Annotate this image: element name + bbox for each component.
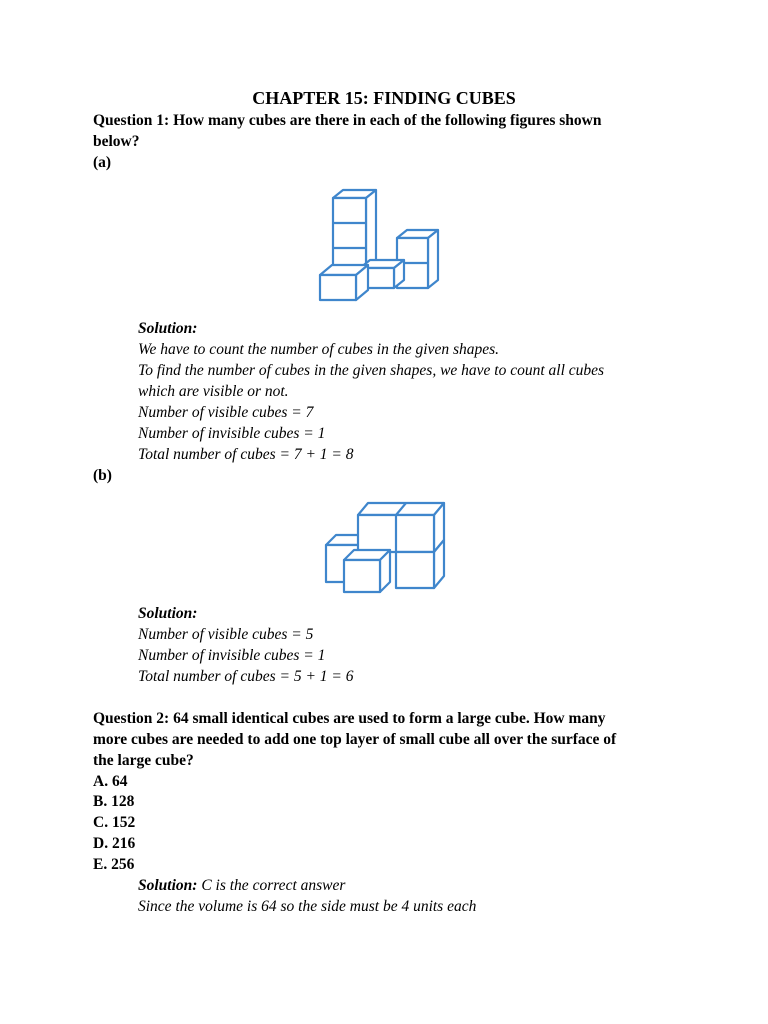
solution-q2-line: Since the volume is 64 so the side must be 4 units each xyxy=(138,898,477,915)
solution-a-line: Total number of cubes = 7 + 1 = 8 xyxy=(138,446,354,463)
question-1-line-1: Question 1: How many cubes are there in each of the following figures shown xyxy=(93,112,602,129)
option-e: E. 256 xyxy=(93,856,135,873)
option-d: D. 216 xyxy=(93,835,136,852)
solution-a-line: which are visible or not. xyxy=(138,383,289,400)
solution-a-line: Number of invisible cubes = 1 xyxy=(138,425,326,442)
solution-q2-label: Solution: xyxy=(138,877,198,894)
solution-q2 xyxy=(138,877,345,895)
solution-b-line: Number of visible cubes = 5 xyxy=(138,626,314,643)
question-1-line-2: below? xyxy=(93,133,140,150)
solution-b-label: Solution: xyxy=(138,605,198,622)
solution-b-line: Total number of cubes = 5 + 1 = 6 xyxy=(138,668,354,685)
cube-figure-a xyxy=(300,180,460,310)
solution-b-line: Number of invisible cubes = 1 xyxy=(138,647,326,664)
question-2-line: the large cube? xyxy=(93,752,194,769)
solution-a-line: To find the number of cubes in the given shapes, we have to count all cubes xyxy=(138,362,605,379)
option-b: B. 128 xyxy=(93,793,135,810)
solution-a-line: Number of visible cubes = 7 xyxy=(138,404,314,421)
part-b-label: (b) xyxy=(93,467,112,484)
question-2-line: Question 2: 64 small identical cubes are used to form a large cube. How many xyxy=(93,710,606,727)
part-a-label: (a) xyxy=(93,154,112,171)
option-c: C. 152 xyxy=(93,814,136,831)
solution-a-line: We have to count the number of cubes in the given shapes. xyxy=(138,341,500,358)
option-a: A. 64 xyxy=(93,773,128,790)
question-2-line: more cubes are needed to add one top layer of small cube all over the surface of xyxy=(93,731,617,748)
solution-q2-answer: C is the correct answer xyxy=(197,877,346,894)
solution-a-label: Solution: xyxy=(138,320,198,337)
page-title: CHAPTER 15: FINDING CUBES xyxy=(252,88,516,108)
cube-figure-b xyxy=(320,498,455,598)
